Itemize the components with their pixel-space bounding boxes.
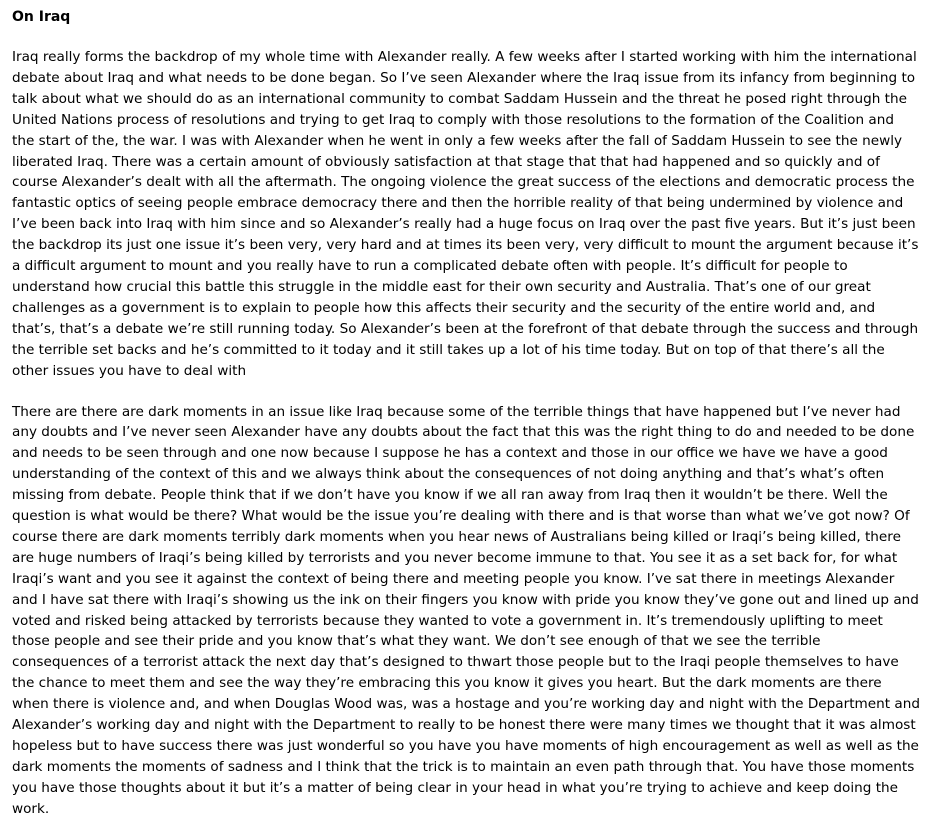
document-title: On Iraq: [12, 9, 71, 25]
paragraph: There are there are dark moments in an issue like Iraq because some of the terrible things that have happened but I’ve never had any doubts and I’ve never seen Alexander have any doubts about the fact that this was the right thing to do and needed to be done and needs to be seen through and one now because I suppose he has a context and those in our office we have we have a good understanding of the context of this and we always think about the consequences of not doing anything and that’s what’s often missing from debate. People think that if we don’t have you know if we all ran away from Iraq then it wouldn’t be there. Well the question is what would be there? What would be the issue you’re dealing with there and is that worse than what we’ve got now? Of course there are dark moments terribly dark moments when you hear news of Australians being killed or Iraqi’s being killed, there are huge numbers of Iraqi’s being killed by terrorists and you never become immune to that. You see it as a set back for, for what Iraqi’s want and you see it against the context of being there and meeting people you know. I’ve sat there in meetings Alexander and I have sat there with Iraqi’s showing us the ink on their fingers you know with pride you know they’ve gone out and lined up and voted and risked being attacked by terrorists because they wanted to vote a government in. It’s tremendously uplifting to meet those people and see their pride and you know that’s what they want. We don’t see enough of that we see the terrible consequences of a terrorist attack the next day that’s designed to thwart those people but to the Iraqi people themselves to have the chance to meet them and see the way they’re embracing this you know it gives you heart. But the dark moments are there when there is violence and, and when Douglas Wood was, was a hostage and you’re working day and night with the Department and Alexander’s working day and night with the Department to really to be honest there were many times we thought that it was almost hopeless but to have success there was just wonderful so you have you have moments of high encouragement as well as well as the dark moments the moments of sadness and I think that the trick is to maintain an even path through that. You have those moments you have those thoughts about it but it’s a matter of being clear in your head in what you’re trying to achieve and keep doing the work.: [12, 403, 920, 817]
paragraph: Iraq really forms the backdrop of my whole time with Alexander really. A few weeks after I started working with him the international debate about Iraq and what needs to be done began. So I’ve seen Alexander where the Iraq issue from its infancy from beginning to talk about what we should do as an international community to combat Saddam Hussein and the threat he posed right through the United Nations process of resolutions and trying to get Iraq to comply with those resolutions to the formation of the Coalition and the start of the, the war. I was with Alexander when he went in only a few weeks after the fall of Saddam Hussein to see the newly liberated Iraq. There was a certain amount of obviously satisfaction at that stage that that had happened and so quickly and of course Alexander’s dealt with all the aftermath. The ongoing violence the great success of the elections and democratic process the fantastic optics of seeing people embrace democracy there and then the horrible reality of that being undermined by violence and I’ve been back into Iraq with him since and so Alexander’s really had a huge focus on Iraq over the past five years. But it’s just been the backdrop its just one issue it’s been very, very hard and at times its been very, very difficult to mount the argument because it’s a difficult argument to mount and you really have to run a complicated debate often with people. It’s difficult for people to understand how crucial this battle this struggle in the middle east for their own security and Australia. That’s one of our great challenges as a government is to explain to people how this affects their security and the security of the entire world and, and that’s, that’s a debate we’re still running today. So Alexander’s been at the forefront of that debate through the success and through the terrible set backs and he’s committed to it today and it still takes up a lot of his time today. But on top of that there’s all the other issues you have to deal with: [12, 49, 919, 379]
